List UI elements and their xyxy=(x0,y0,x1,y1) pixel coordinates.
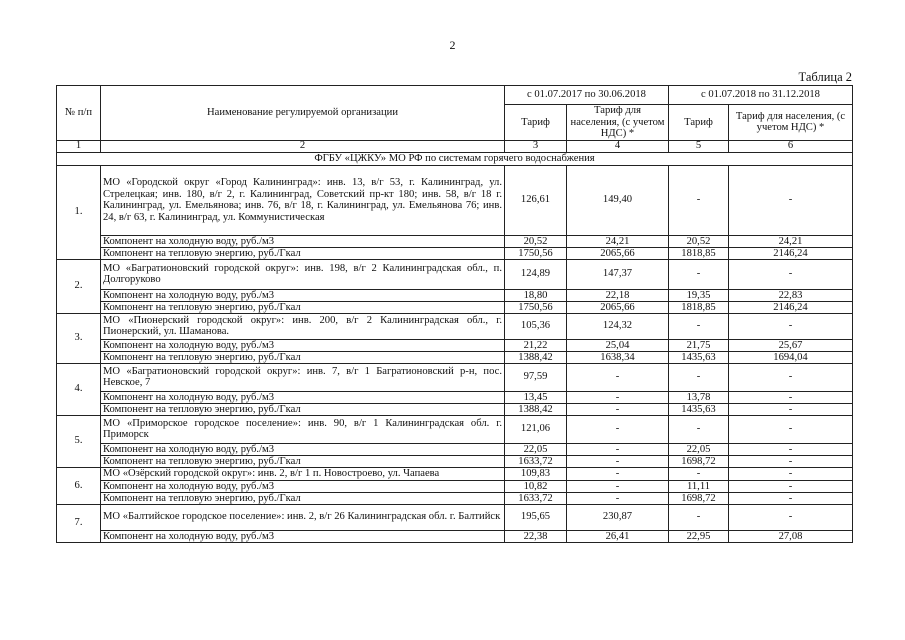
column-number: 2 xyxy=(101,140,505,152)
page-number: 2 xyxy=(449,38,456,52)
component-tariff-pop-period-2: 22,83 xyxy=(729,289,853,301)
tariff-period-1: 126,61 xyxy=(505,165,567,235)
tariff-pop-period-1: 147,37 xyxy=(567,259,669,289)
component-row xyxy=(57,492,853,504)
tariff-period-2: - xyxy=(669,259,729,289)
org-name: МО «Балтийское городское поселение»: инв. 2, в/г 26 Калининградская обл. г. Балтийск xyxy=(101,504,505,530)
component-label: Компонент на холодную воду, руб./м3 xyxy=(101,235,505,247)
component-tariff-pop-period-2: - xyxy=(729,403,853,415)
org-name: МО «Багратионовский городской округ»: инв. 198, в/г 2 Калининградская обл., п. Долгоруково xyxy=(101,259,505,289)
tariff-period-1: 109,83 xyxy=(505,467,567,480)
component-row xyxy=(57,247,853,259)
component-tariff-pop-period-1: 25,04 xyxy=(567,339,669,351)
org-name: МО «Приморское городское поселение»: инв. 90, в/г 1 Калининградская обл. г. Приморск xyxy=(101,415,505,443)
component-label: Компонент на холодную воду, руб./м3 xyxy=(101,443,505,455)
table-caption: Таблица 2 xyxy=(798,70,852,84)
header-tariff-pop-2: Тариф для населения, (с учетом НДС) * xyxy=(729,105,853,141)
tariff-period-2: - xyxy=(669,165,729,235)
column-number: 1 xyxy=(57,140,101,152)
column-number: 3 xyxy=(505,140,567,152)
component-row xyxy=(57,289,853,301)
tariff-pop-period-2: - xyxy=(729,363,853,391)
component-tariff-period-2: 22,05 xyxy=(669,443,729,455)
org-name: МО «Озёрский городской округ»: инв. 2, в/г 1 п. Новостроево, ул. Чапаева xyxy=(101,467,505,480)
component-tariff-pop-period-1: 26,41 xyxy=(567,530,669,542)
component-tariff-pop-period-1: 24,21 xyxy=(567,235,669,247)
component-tariff-pop-period-1: - xyxy=(567,480,669,492)
org-row xyxy=(57,313,853,339)
component-tariff-period-2: 1435,63 xyxy=(669,403,729,415)
tariff-pop-period-2: - xyxy=(729,313,853,339)
component-row xyxy=(57,339,853,351)
component-tariff-period-2: 20,52 xyxy=(669,235,729,247)
row-number: 1. xyxy=(57,165,101,259)
component-tariff-period-2: 1698,72 xyxy=(669,455,729,467)
tariff-pop-period-2: - xyxy=(729,504,853,530)
tariff-pop-period-1: - xyxy=(567,467,669,480)
tariff-period-2: - xyxy=(669,504,729,530)
component-tariff-period-1: 1388,42 xyxy=(505,351,567,363)
tariff-table xyxy=(56,85,853,543)
component-tariff-period-2: 21,75 xyxy=(669,339,729,351)
header-num: № п/п xyxy=(57,86,101,141)
component-row xyxy=(57,530,853,542)
component-label: Компонент на тепловую энергию, руб./Гкал xyxy=(101,403,505,415)
row-number: 7. xyxy=(57,504,101,542)
row-number: 3. xyxy=(57,313,101,363)
component-tariff-period-2: 1818,85 xyxy=(669,247,729,259)
component-label: Компонент на тепловую энергию, руб./Гкал xyxy=(101,247,505,259)
component-label: Компонент на холодную воду, руб./м3 xyxy=(101,339,505,351)
component-tariff-pop-period-2: - xyxy=(729,480,853,492)
component-tariff-period-2: 11,11 xyxy=(669,480,729,492)
component-tariff-period-1: 20,52 xyxy=(505,235,567,247)
component-tariff-pop-period-1: - xyxy=(567,455,669,467)
component-tariff-pop-period-2: - xyxy=(729,391,853,403)
component-tariff-pop-period-1: - xyxy=(567,391,669,403)
org-name: МО «Пионерский городской округ»: инв. 200, в/г 2 Калининградская обл., г. Пионерский, ул. Шаманова. xyxy=(101,313,505,339)
component-tariff-pop-period-1: - xyxy=(567,492,669,504)
tariff-period-1: 97,59 xyxy=(505,363,567,391)
component-tariff-period-1: 1750,56 xyxy=(505,247,567,259)
tariff-pop-period-1: - xyxy=(567,363,669,391)
component-label: Компонент на тепловую энергию, руб./Гкал xyxy=(101,301,505,313)
component-tariff-period-1: 22,05 xyxy=(505,443,567,455)
component-row xyxy=(57,351,853,363)
component-tariff-pop-period-2: - xyxy=(729,492,853,504)
component-tariff-pop-period-1: 22,18 xyxy=(567,289,669,301)
tariff-period-2: - xyxy=(669,363,729,391)
tariff-pop-period-1: 230,87 xyxy=(567,504,669,530)
column-number: 5 xyxy=(669,140,729,152)
component-label: Компонент на холодную воду, руб./м3 xyxy=(101,480,505,492)
component-label: Компонент на тепловую энергию, руб./Гкал xyxy=(101,351,505,363)
component-label: Компонент на холодную воду, руб./м3 xyxy=(101,289,505,301)
component-tariff-period-1: 1750,56 xyxy=(505,301,567,313)
header-period-2: с 01.07.2018 по 31.12.2018 xyxy=(669,86,853,105)
row-number: 6. xyxy=(57,467,101,504)
component-tariff-pop-period-2: 25,67 xyxy=(729,339,853,351)
tariff-period-1: 105,36 xyxy=(505,313,567,339)
component-tariff-pop-period-1: 1638,34 xyxy=(567,351,669,363)
header-period-1: с 01.07.2017 по 30.06.2018 xyxy=(505,86,669,105)
component-tariff-period-1: 22,38 xyxy=(505,530,567,542)
tariff-period-1: 121,06 xyxy=(505,415,567,443)
header-tariff-1: Тариф xyxy=(505,105,567,141)
component-row xyxy=(57,455,853,467)
tariff-period-2: - xyxy=(669,415,729,443)
component-tariff-pop-period-1: - xyxy=(567,443,669,455)
component-tariff-pop-period-1: 2065,66 xyxy=(567,301,669,313)
component-tariff-period-2: 19,35 xyxy=(669,289,729,301)
tariff-pop-period-2: - xyxy=(729,467,853,480)
component-label: Компонент на тепловую энергию, руб./Гкал xyxy=(101,455,505,467)
tariff-pop-period-2: - xyxy=(729,259,853,289)
header-org: Наименование регулируемой организации xyxy=(101,86,505,141)
column-number: 6 xyxy=(729,140,853,152)
component-tariff-period-2: 1435,63 xyxy=(669,351,729,363)
component-tariff-period-2: 1698,72 xyxy=(669,492,729,504)
header-tariff-pop-1: Тариф для населения, (с учетом НДС) * xyxy=(567,105,669,141)
component-row xyxy=(57,235,853,247)
tariff-period-1: 124,89 xyxy=(505,259,567,289)
row-number: 2. xyxy=(57,259,101,313)
component-tariff-pop-period-2: 2146,24 xyxy=(729,301,853,313)
table-body xyxy=(57,152,853,542)
org-row xyxy=(57,415,853,443)
column-number: 4 xyxy=(567,140,669,152)
component-tariff-pop-period-1: 2065,66 xyxy=(567,247,669,259)
header-tariff-2: Тариф xyxy=(669,105,729,141)
tariff-pop-period-1: 149,40 xyxy=(567,165,669,235)
component-tariff-period-2: 13,78 xyxy=(669,391,729,403)
row-number: 4. xyxy=(57,363,101,415)
component-label: Компонент на холодную воду, руб./м3 xyxy=(101,530,505,542)
component-tariff-pop-period-2: 27,08 xyxy=(729,530,853,542)
column-number-row xyxy=(57,140,853,152)
header-row-periods xyxy=(57,86,853,105)
component-label: Компонент на тепловую энергию, руб./Гкал xyxy=(101,492,505,504)
component-label: Компонент на холодную воду, руб./м3 xyxy=(101,391,505,403)
component-row xyxy=(57,403,853,415)
component-tariff-pop-period-1: - xyxy=(567,403,669,415)
component-tariff-period-1: 13,45 xyxy=(505,391,567,403)
component-tariff-period-1: 1633,72 xyxy=(505,455,567,467)
tariff-pop-period-2: - xyxy=(729,165,853,235)
section-title: ФГБУ «ЦЖКУ» МО РФ по системам горячего водоснабжения xyxy=(57,152,853,165)
tariff-pop-period-2: - xyxy=(729,415,853,443)
component-tariff-period-1: 18,80 xyxy=(505,289,567,301)
component-row xyxy=(57,480,853,492)
tariff-period-2: - xyxy=(669,467,729,480)
component-tariff-pop-period-2: - xyxy=(729,443,853,455)
tariff-period-1: 195,65 xyxy=(505,504,567,530)
component-tariff-period-2: 22,95 xyxy=(669,530,729,542)
component-row xyxy=(57,391,853,403)
component-tariff-period-1: 10,82 xyxy=(505,480,567,492)
component-tariff-pop-period-2: 24,21 xyxy=(729,235,853,247)
tariff-pop-period-1: 124,32 xyxy=(567,313,669,339)
org-row xyxy=(57,504,853,530)
component-row xyxy=(57,443,853,455)
org-row xyxy=(57,259,853,289)
section-title-row xyxy=(57,152,853,165)
org-row xyxy=(57,467,853,480)
component-tariff-period-2: 1818,85 xyxy=(669,301,729,313)
tariff-pop-period-1: - xyxy=(567,415,669,443)
row-number: 5. xyxy=(57,415,101,467)
component-tariff-period-1: 1388,42 xyxy=(505,403,567,415)
org-name: МО «Городской округ «Город Калининград»: инв. 13, в/г 53, г. Калининград, ул. Стрелецкая; инв. 180, в/г 2, г. Калининград, Советский пр-кт 180; инв. 58, в/г 18 г. Калининград, ул. Емельянова; инв. 76, в/г 18, г. Калининград, ул. Емельянова 76; инв. 24, в/г 63, г. Калининград, ул. Коммунистическая xyxy=(101,165,505,235)
component-row xyxy=(57,301,853,313)
tariff-period-2: - xyxy=(669,313,729,339)
component-tariff-pop-period-2: - xyxy=(729,455,853,467)
component-tariff-period-1: 21,22 xyxy=(505,339,567,351)
component-tariff-period-1: 1633,72 xyxy=(505,492,567,504)
component-tariff-pop-period-2: 1694,04 xyxy=(729,351,853,363)
org-row xyxy=(57,363,853,391)
org-row xyxy=(57,165,853,235)
org-name: МО «Багратионовский городской округ»: инв. 7, в/г 1 Багратионовский р-н, пос. Невское, 7 xyxy=(101,363,505,391)
component-tariff-pop-period-2: 2146,24 xyxy=(729,247,853,259)
